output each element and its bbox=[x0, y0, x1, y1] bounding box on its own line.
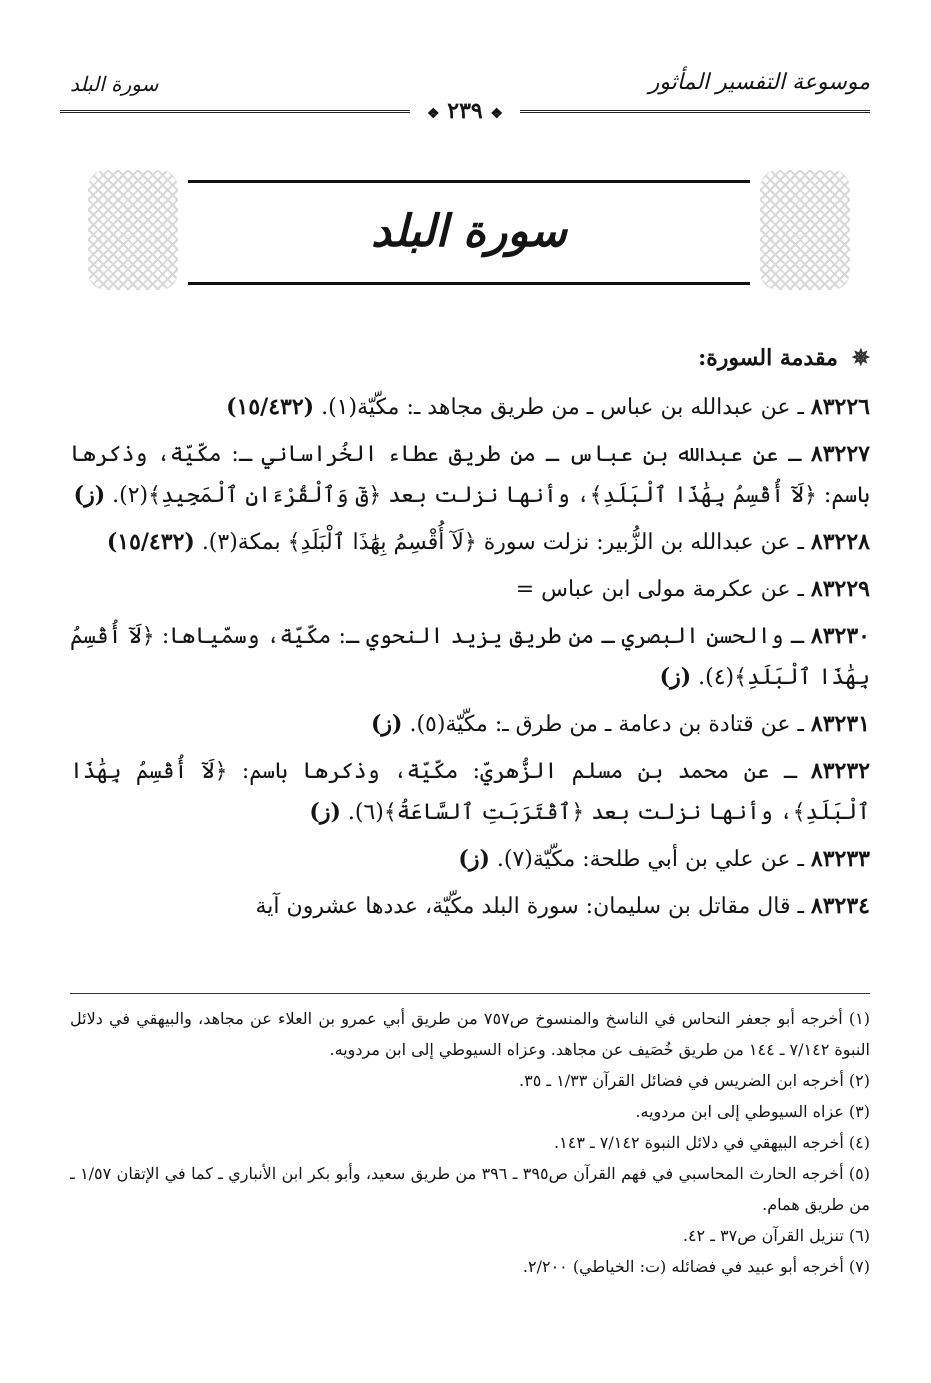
section-heading bbox=[70, 345, 870, 375]
surah-title-frame bbox=[88, 170, 850, 300]
footnote: (٤) أخرجه البيهقي في دلائل النبوة ٧/١٤٢ ـ ١٤٣. bbox=[554, 1133, 870, 1152]
surah-title: سورة البلد bbox=[371, 206, 567, 257]
entry-text: ـ عن عكرمة مولى ابن عباس = bbox=[515, 577, 804, 602]
entry-number: ٨٣٢٣٠ bbox=[810, 623, 870, 649]
footnote: (٥) أخرجه الحارث المحاسبي في فهم القرآن ص٣٩٥ ـ ٣٩٦ من طريق سعيد، وأبو بكر ابن الأنباري ـ كما في الإتقان ١/٥٧ ـ من طريق همام. bbox=[70, 1164, 870, 1214]
entry-reference: (ز) bbox=[309, 799, 341, 825]
page-number-wrapper bbox=[420, 98, 510, 124]
footnote: (٦) تنزيل القرآن ص٣٧ ـ ٤٢. bbox=[682, 1226, 870, 1245]
entry bbox=[70, 704, 870, 745]
ornament-icon: ❖ bbox=[490, 106, 503, 122]
page-number: ٢٣٩ bbox=[447, 98, 483, 124]
entry bbox=[70, 839, 870, 880]
entry-reference: (١٥/٤٣٢) bbox=[106, 529, 195, 555]
entry bbox=[70, 434, 870, 516]
entry-text: ـ عن علي بن أبي طلحة: مكّيّة(٧). bbox=[496, 847, 804, 872]
main-text bbox=[70, 345, 870, 933]
entry-number: ٨٣٢٣١ bbox=[810, 711, 870, 737]
header-rule-right bbox=[520, 110, 870, 113]
footnote: (٢) أخرجه ابن الضريس في فضائل القرآن ١/٣٣ ـ ٣٥. bbox=[519, 1071, 870, 1090]
footnote: (٣) عزاه السيوطي إلى ابن مردويه. bbox=[635, 1102, 870, 1121]
entry-text: ـ عن محمد بن مسلم الزُّهريّ: مكّيّة، وذكرها باسم: ﴿لَآ أُقْسِمُ بِهَٰذَا ٱلْبَلَدِ﴾، وأنها نزلت بعد ﴿ٱقْتَرَبَتِ ٱلسَّاعَةُ﴾(٦). bbox=[70, 759, 870, 825]
entry-number: ٨٣٢٢٨ bbox=[810, 529, 870, 555]
footnote: (٧) أخرجه أبو عبيد في فضائله (ت: الخياطي) ٢/٢٠٠. bbox=[522, 1257, 870, 1276]
entry bbox=[70, 886, 870, 927]
ornament-icon: ❖ bbox=[427, 106, 440, 122]
entry bbox=[70, 751, 870, 833]
entry-text: ـ عن قتادة بن دعامة ـ من طرق ـ: مكّيّة(٥). bbox=[409, 712, 804, 737]
section-heading-label: مقدمة السورة: bbox=[698, 345, 838, 371]
footnote-separator bbox=[70, 993, 870, 994]
entry-number: ٨٣٢٢٦ bbox=[810, 394, 870, 420]
entry-reference: (ز) bbox=[458, 846, 490, 872]
entry-number: ٨٣٢٣٤ bbox=[810, 893, 870, 919]
entry-text: ـ عن عبدالله بن عباس ـ من طريق عطاء الخُراساني ـ: مكّيّة، وذكرها باسم: ﴿لَآ أُقْسِمُ بِهَٰذَا ٱلْبَلَدِ﴾، وأنها نزلت بعد ﴿قٓ وَٱلْقُرْءَانِ ٱلْمَجِيدِ﴾(٢). bbox=[70, 442, 870, 508]
entry-text: ـ عن عبدالله بن عباس ـ من طريق مجاهد ـ: مكّيّة(١). bbox=[321, 395, 804, 420]
header-rule-left bbox=[60, 110, 410, 113]
star-icon: ✵ bbox=[851, 345, 870, 371]
entry-reference: (ز) bbox=[659, 664, 692, 690]
entry-number: ٨٣٢٣٣ bbox=[810, 846, 870, 872]
entry bbox=[70, 616, 870, 698]
entry bbox=[70, 569, 870, 610]
header-book-title: موسوعة التفسير المأثور bbox=[648, 70, 870, 95]
entry-number: ٨٣٢٣٢ bbox=[810, 758, 871, 784]
footnotes bbox=[70, 1003, 870, 1282]
running-header bbox=[60, 62, 870, 122]
title-rule-top bbox=[188, 180, 750, 183]
entry-number: ٨٣٢٢٩ bbox=[810, 576, 870, 602]
footnote: (١) أخرجه أبو جعفر النحاس في الناسخ والمنسوخ ص٧٥٧ من طريق أبي عمرو بن العلاء عن مجاهد، والبيهقي في دلائل النبوة ٧/١٤٢ ـ ١٤٤ من طريق خُصَيف عن مجاهد. وعزاه السيوطي إلى ابن مردويه. bbox=[70, 1009, 870, 1059]
entry-reference: (ز) bbox=[371, 711, 403, 737]
title-rule-bottom bbox=[188, 282, 750, 285]
entry bbox=[70, 387, 870, 428]
entry-number: ٨٣٢٢٧ bbox=[810, 441, 870, 467]
entry-text: ـ قال مقاتل بن سليمان: سورة البلد مكّيّة، عددها عشرون آية bbox=[255, 894, 804, 919]
entry-reference: (ز) bbox=[73, 482, 106, 508]
entry-text: ـ والحسن البصري ـ من طريق يزيد النحوي ـ: مكّيّة، وسمّياها: ﴿لَآ أُقْسِمُ بِهَٰذَا ٱلْبَلَدِ﴾(٤). bbox=[70, 624, 870, 690]
entry bbox=[70, 522, 870, 563]
entry-text: ـ عن عبدالله بن الزُّبير: نزلت سورة ﴿لَآ أُقْسِمُ بِهَٰذَا ٱلْبَلَدِ﴾ بمكة(٣). bbox=[201, 530, 804, 555]
entry-reference: (١٥/٤٣٢) bbox=[226, 394, 315, 420]
header-surah-name: سورة البلد bbox=[70, 72, 159, 96]
